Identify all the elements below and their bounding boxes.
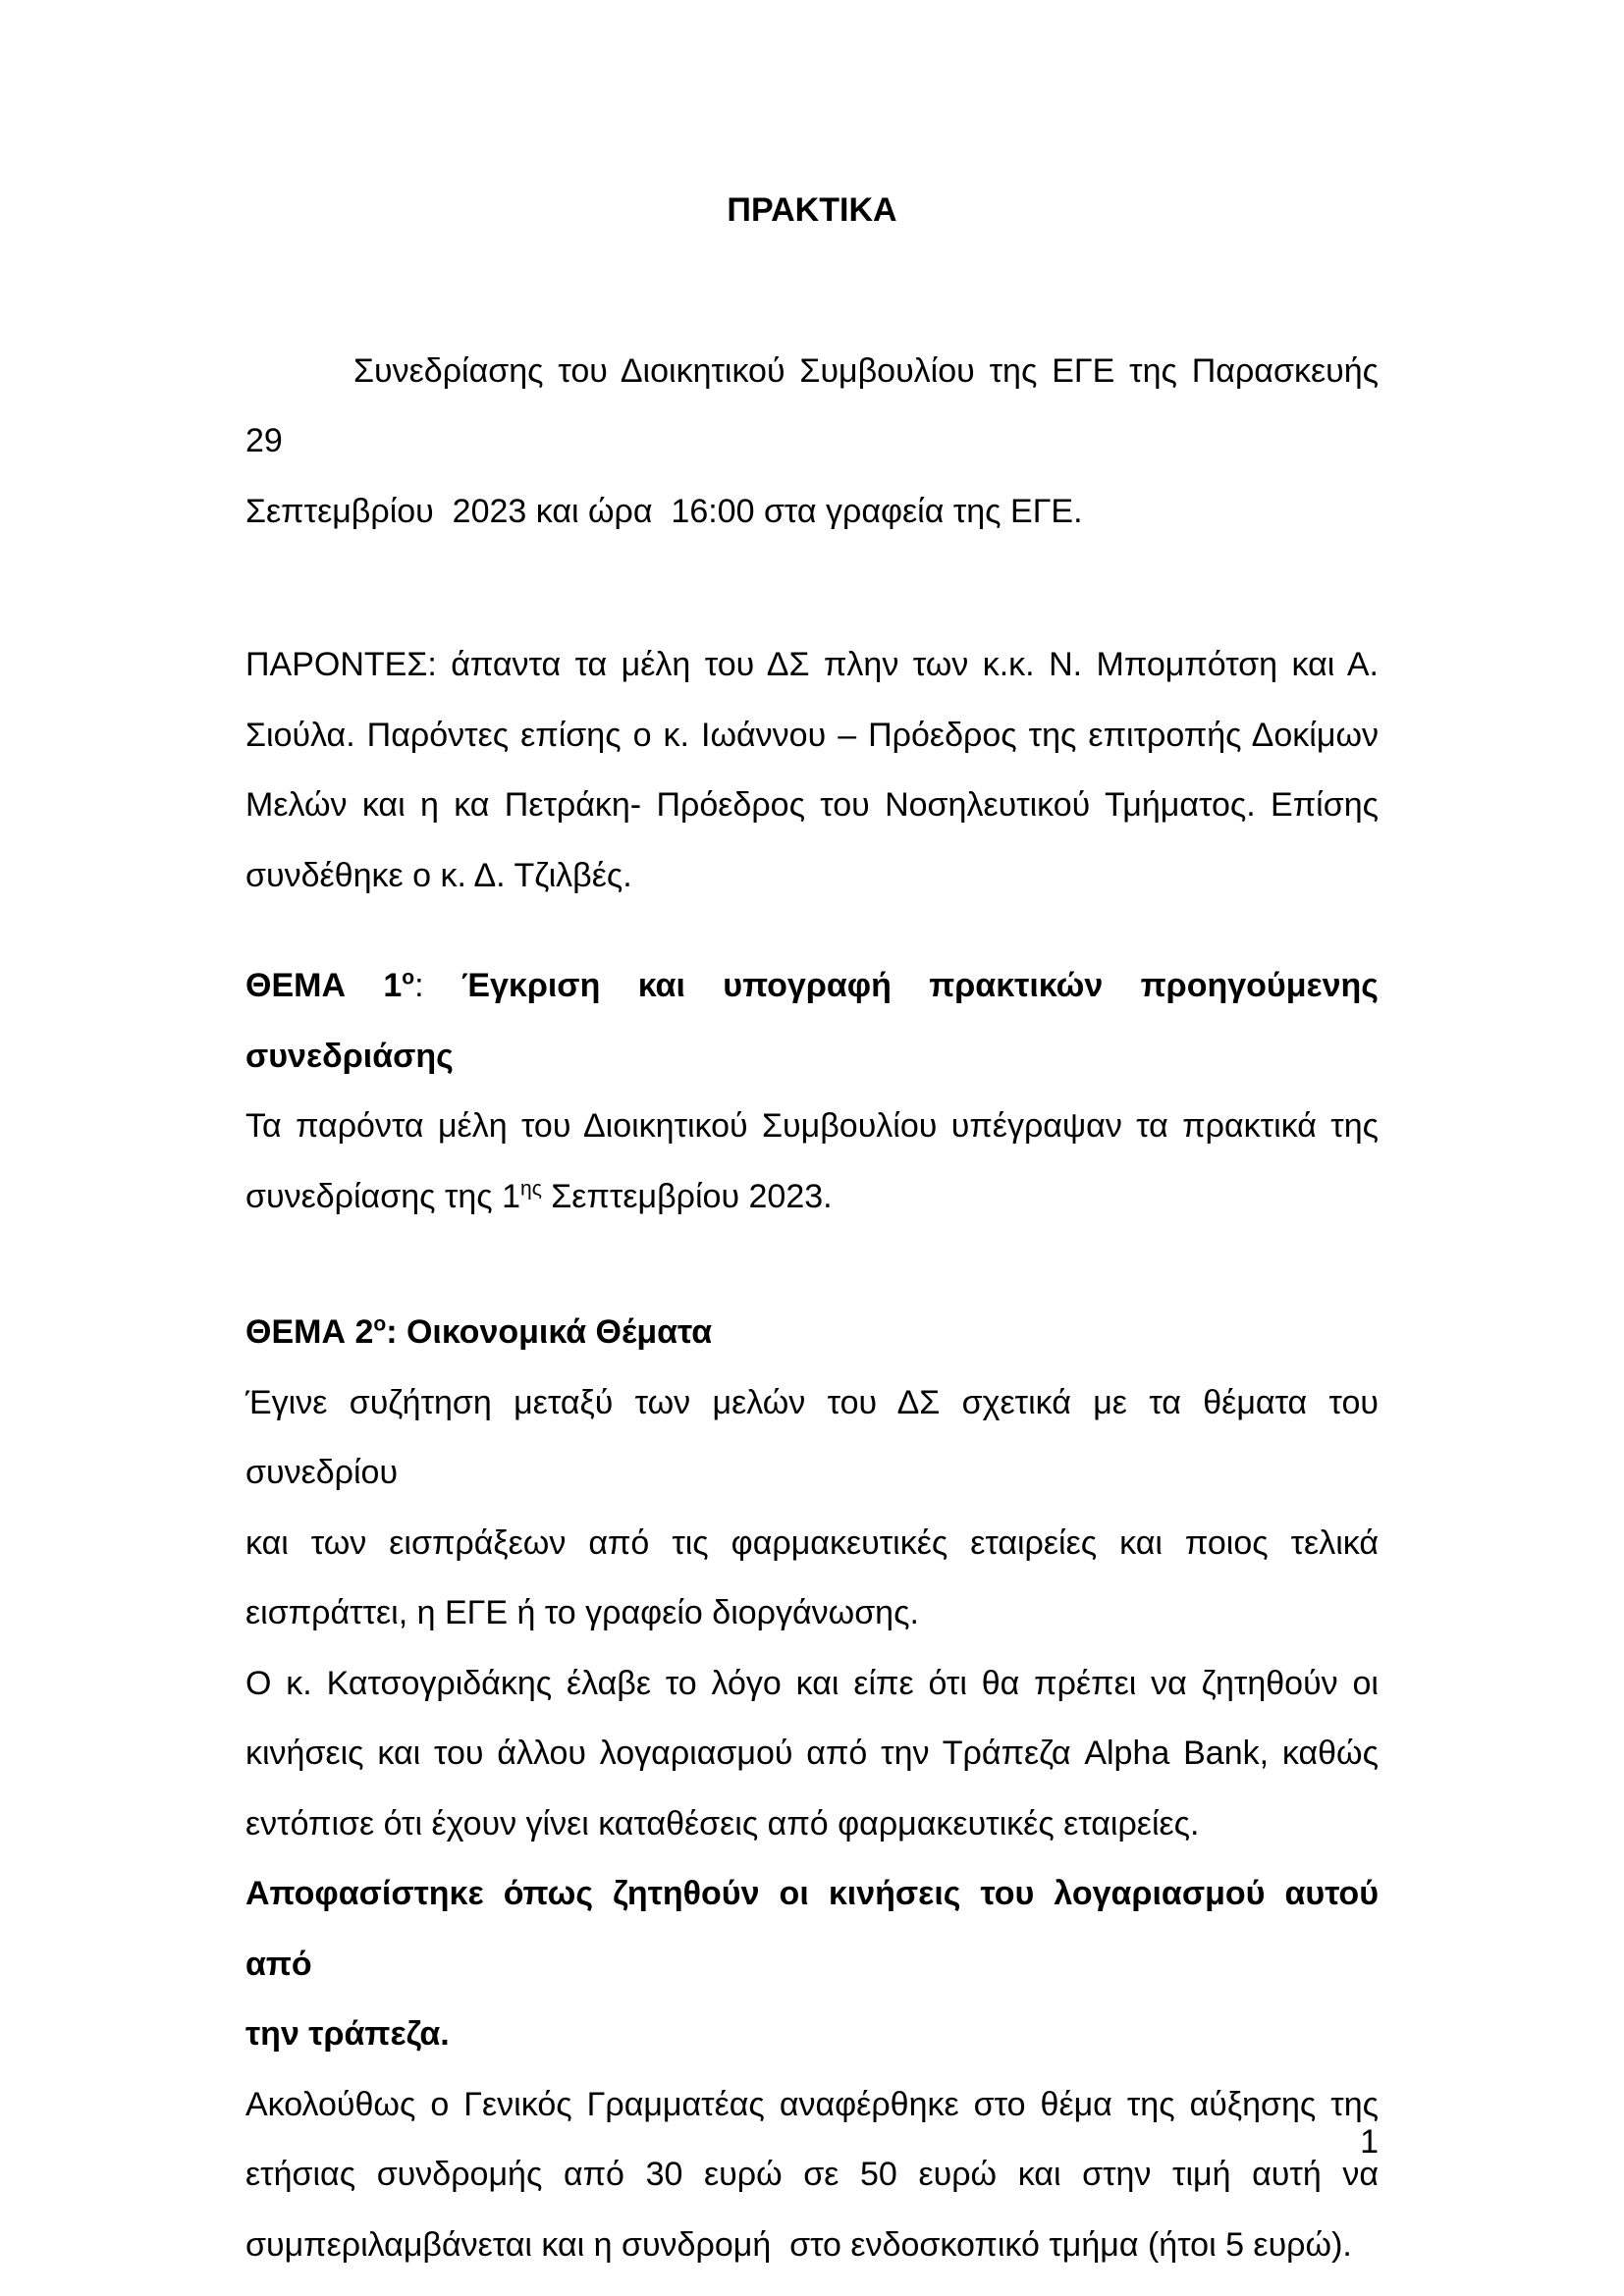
text-run: Σεπτεμβρίου 2023 και ώρα 16:00 στα γραφεία της ΕΓΕ. — [245, 492, 1083, 530]
text-run: ΘΕΜΑ 2 — [245, 1313, 374, 1351]
text-line — [245, 630, 1379, 701]
text-run: Ο κ. Κατσογριδάκης έλαβε το λόγο και είπε ότι θα πρέπει να ζητηθούν οι — [245, 1664, 1379, 1702]
text-run: συνεδριάσης — [245, 1037, 454, 1075]
paragraph-attendees — [245, 630, 1379, 911]
text-line — [245, 841, 1379, 912]
paragraph-katsogridakis-statement — [245, 1649, 1379, 1860]
text-run: : — [414, 967, 424, 1004]
text-line — [245, 477, 1379, 548]
document-content — [245, 176, 1379, 2280]
text-line — [245, 1719, 1379, 1789]
text-line — [245, 1789, 1379, 1860]
paragraph-topic1-body — [245, 1092, 1379, 1232]
text-run: Σιούλα. Παρόντες επίσης ο κ. Ιωάννου – Πρόεδρος της επιτροπής Δοκίμων — [245, 716, 1379, 754]
text-run: την τράπεζα. — [245, 2015, 450, 2053]
paragraph-intro — [245, 337, 1379, 548]
text-run: Τα παρόντα μέλη του Διοικητικού Συμβουλίου υπέγραψαν τα πρακτικά της — [245, 1107, 1379, 1145]
page-number: 1 — [1360, 2123, 1379, 2161]
text-run: συμπεριλαμβάνεται και η συνδρομή στο ενδοσκοπικό τμήμα (ήτοι 5 ευρώ). — [245, 2225, 1352, 2264]
text-run: Σεπτεμβρίου 2023. — [541, 1177, 833, 1215]
text-run: συνδέθηκε ο κ. Δ. Τζιλβές. — [245, 856, 632, 894]
text-run: Ακολούθως ο Γενικός Γραμματέας αναφέρθηκε στο θέμα της αύξησης της — [245, 2085, 1379, 2123]
text-run: Αποφασίστηκε όπως ζητηθούν οι κινήσεις του λογαριασμού αυτού από — [245, 1875, 1379, 1983]
paragraph-subscription-increase — [245, 2070, 1379, 2281]
text-run: ΘΕΜΑ 1 — [245, 967, 403, 1004]
text-line — [245, 1578, 1379, 1649]
text-line — [245, 1162, 1379, 1233]
superscript-run: ης — [520, 1177, 542, 1201]
text-line — [245, 771, 1379, 841]
text-line — [245, 1092, 1379, 1162]
paragraph-topic2-discussion — [245, 1368, 1379, 1649]
text-run: ΠΑΡΟΝΤΕΣ: άπαντα τα μέλη του ΔΣ πλην των κ.κ. Ν. Μπομπότση και Α. — [245, 646, 1379, 683]
text-line — [245, 1859, 1379, 2000]
document-title: ΠΡΑΚΤΙΚΑ — [727, 191, 897, 229]
text-run: Μελών και η κα Πετράκη- Πρόεδρος του Νοσηλευτικού Τμήματος. Επίσης — [245, 786, 1379, 824]
text-line — [245, 2070, 1379, 2141]
text-run: Συνεδρίασης του Διοικητικού Συμβουλίου της ΕΓΕ της Παρασκευής 29 — [245, 351, 1379, 459]
text-run: εντόπισε ότι έχουν γίνει καταθέσεις από φαρμακευτικές εταιρείες. — [245, 1804, 1200, 1842]
text-run: εισπράττει, η ΕΓΕ ή το γραφείο διοργάνωσης. — [245, 1594, 919, 1631]
text-line — [245, 701, 1379, 772]
text-line — [245, 1649, 1379, 1720]
paragraph-decision — [245, 1859, 1379, 2070]
paragraph-topic2-heading — [245, 1298, 1379, 1368]
text-run: Έγινε συζήτηση μεταξύ των μελών του ΔΣ σχετικά με τα θέματα του συνεδρίου — [245, 1383, 1379, 1491]
text-run: Έγκριση και υπογραφή πρακτικών προηγούμενης — [423, 967, 1379, 1004]
text-line — [245, 337, 1379, 477]
text-line — [245, 1368, 1379, 1509]
text-line — [245, 2140, 1379, 2211]
text-line — [245, 1509, 1379, 1579]
text-run: : Οικονομικά Θέματα — [386, 1313, 713, 1351]
superscript-run: ο — [373, 1312, 387, 1336]
text-run: ετήσιας συνδρομής από 30 ευρώ σε 50 ευρώ και στην τιμή αυτή να — [245, 2156, 1379, 2193]
text-line — [245, 1022, 1379, 1093]
text-line — [245, 2000, 1379, 2070]
text-run: και των εισπράξεων από τις φαρμακευτικές εταιρείες και ποιος τελικά — [245, 1523, 1379, 1562]
text-run: συνεδρίασης της 1 — [245, 1177, 521, 1215]
text-line — [245, 1298, 1379, 1368]
document-body — [245, 337, 1379, 2281]
superscript-run: ο — [402, 966, 415, 989]
text-line — [245, 951, 1379, 1022]
text-line — [245, 2211, 1379, 2281]
paragraph-topic1-heading — [245, 951, 1379, 1092]
text-run: κινήσεις και του άλλου λογαριασμού από την Τράπεζα Alpha Bank, καθώς — [245, 1735, 1379, 1772]
